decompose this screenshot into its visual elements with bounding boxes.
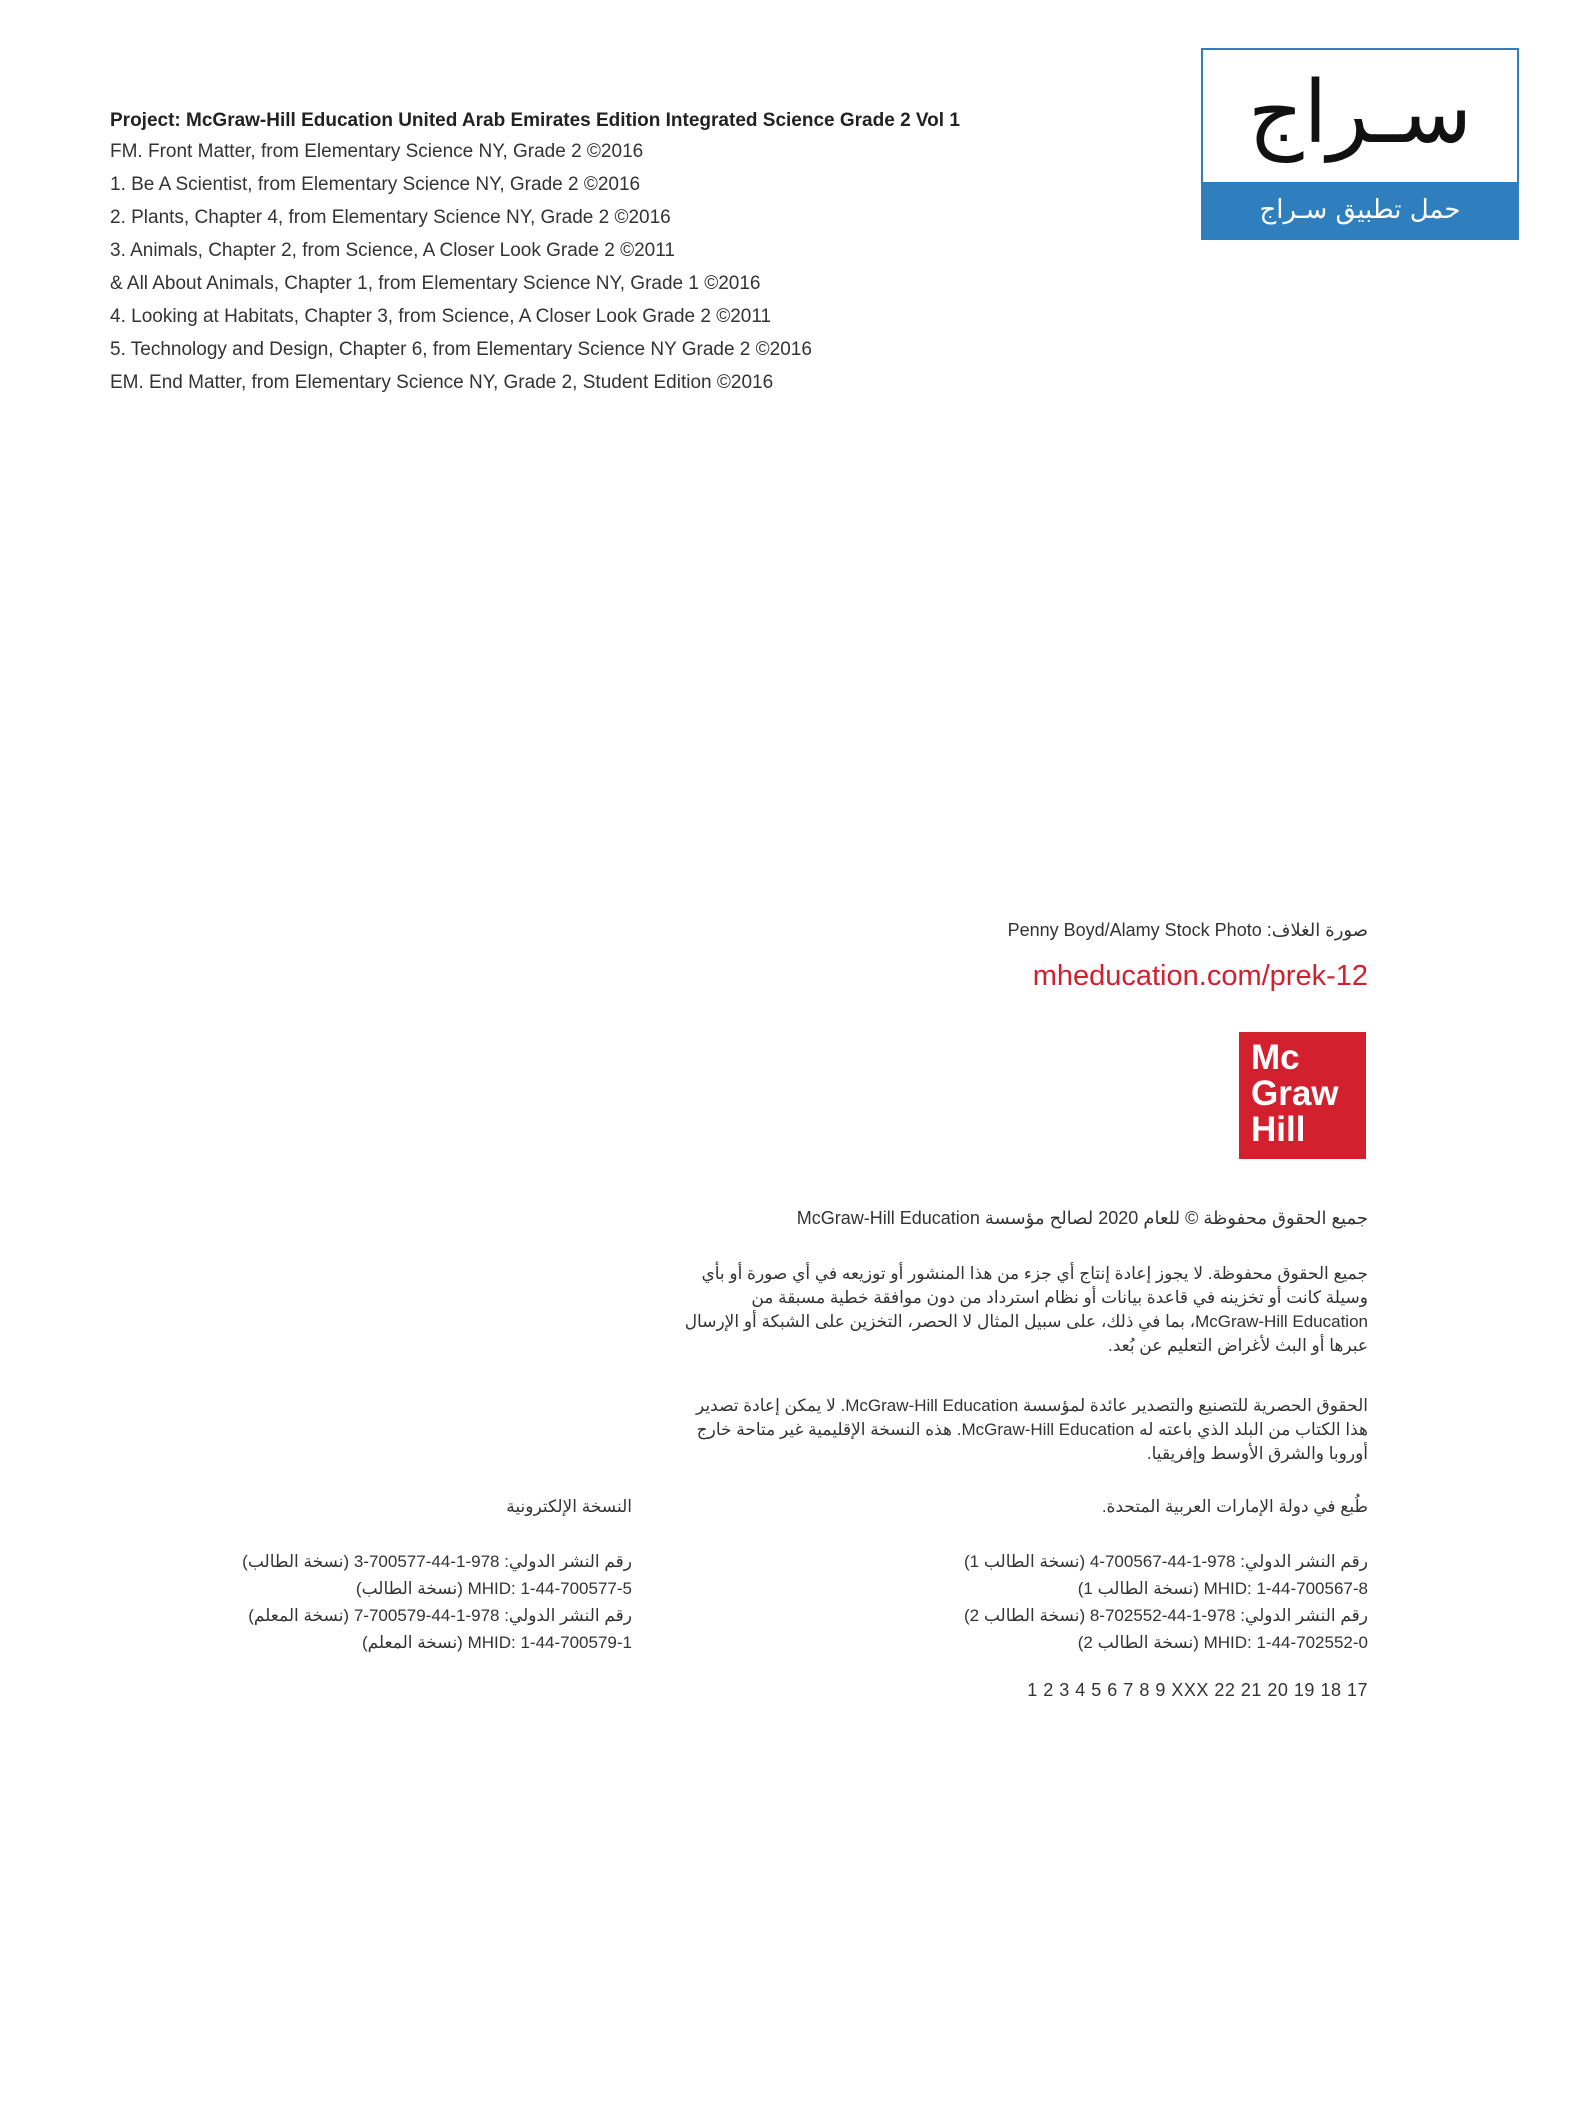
ebook-heading: النسخة الإلكترونية <box>506 1497 632 1516</box>
copyright-notice: جميع الحقوق محفوظة © للعام 2020 لصالح مؤسسة McGraw-Hill Education <box>796 1208 1368 1228</box>
cover-photo-credit: صورة الغلاف: Penny Boyd/Alamy Stock Photo <box>1007 920 1368 940</box>
rights-paragraph: جميع الحقوق محفوظة. لا يجوز إعادة إنتاج أي جزء من هذا المنشور أو توزيعه في أي صورة أو بأي وسيلة كانت أو تخزينه في قاعدة بيانات أو نظام استرداد من دون موافقة خطية مسبقة من McGraw-Hill Education، بما في ذلك، على سبيل المثال لا الحصر، التخزين على الشبكة أو الإرسال عبرها أو البث لأغراض التعليم عن بُعد. <box>684 1264 1368 1355</box>
print-line: 1 2 3 4 5 6 7 8 9 XXX 22 21 20 19 18 17 <box>1027 1680 1368 1700</box>
isbn-line: MHID: 1-44-702552-0 (نسخة الطالب 2) <box>1077 1633 1368 1652</box>
isbn-line: رقم النشر الدولي: 978-1-44-700567-4 (نسخة الطالب 1) <box>963 1552 1368 1571</box>
isbn-line: MHID: 1-44-700579-1 (نسخة المعلم) <box>361 1633 632 1652</box>
credit-line: 5. Technology and Design, Chapter 6, from Elementary Science NY Grade 2 ©2016 <box>110 339 812 360</box>
printed-in-heading: طُبع في دولة الإمارات العربية المتحدة. <box>1101 1497 1368 1516</box>
isbn-line: رقم النشر الدولي: 978-1-44-700577-3 (نسخة الطالب) <box>242 1552 632 1571</box>
export-rights-paragraph: الحقوق الحصرية للتصنيع والتصدير عائدة لمؤسسة McGraw-Hill Education. لا يمكن إعادة تصدير هذا الكتاب من البلد الذي باعته له McGraw-Hill Education. هذه النسخة الإقليمية غير متاحة خارج أوروبا والشرق الأوسط وإفريقيا. <box>696 1396 1368 1463</box>
isbn-line: رقم النشر الدولي: 978-1-44-700579-7 (نسخة المعلم) <box>248 1606 632 1625</box>
project-title: Project: McGraw-Hill Education United Arab Emirates Edition Integrated Science Grade 2 Vol 1 <box>110 110 960 131</box>
isbn-line: رقم النشر الدولي: 978-1-44-702552-8 (نسخة الطالب 2) <box>963 1606 1368 1625</box>
credit-line: 3. Animals, Chapter 2, from Science, A Closer Look Grade 2 ©2011 <box>110 240 675 261</box>
credit-line: FM. Front Matter, from Elementary Science NY, Grade 2 ©2016 <box>110 141 644 162</box>
isbn-line: MHID: 1-44-700567-8 (نسخة الطالب 1) <box>1077 1579 1368 1598</box>
credit-line: & All About Animals, Chapter 1, from Elementary Science NY, Grade 1 ©2016 <box>110 273 761 294</box>
mcgraw-hill-logo-line: Graw <box>1251 1074 1339 1113</box>
mcgraw-hill-logo-line: Mc <box>1251 1038 1300 1077</box>
isbn-print-list <box>964 1548 1368 1656</box>
mcgraw-hill-logo-line: Hill <box>1251 1110 1306 1149</box>
credit-line: EM. End Matter, from Elementary Science NY, Grade 2, Student Edition ©2016 <box>110 372 774 393</box>
siraj-logo <box>1201 48 1519 240</box>
mcgraw-hill-logo <box>1239 1032 1366 1159</box>
isbn-line: MHID: 1-44-700577-5 (نسخة الطالب) <box>355 1579 632 1598</box>
credit-line: 2. Plants, Chapter 4, from Elementary Science NY, Grade 2 ©2016 <box>110 207 671 228</box>
isbn-ebook-list <box>242 1548 632 1656</box>
siraj-logo-word: سـراج <box>1247 63 1473 163</box>
website-link[interactable]: mheducation.com/prek-12 <box>1032 960 1368 992</box>
siraj-logo-tagline: حمل تطبيق سـراج <box>1203 182 1517 238</box>
credit-line: 1. Be A Scientist, from Elementary Science NY, Grade 2 ©2016 <box>110 174 641 195</box>
credit-line: 4. Looking at Habitats, Chapter 3, from Science, A Closer Look Grade 2 ©2011 <box>110 306 772 327</box>
credits-block <box>110 110 1110 405</box>
